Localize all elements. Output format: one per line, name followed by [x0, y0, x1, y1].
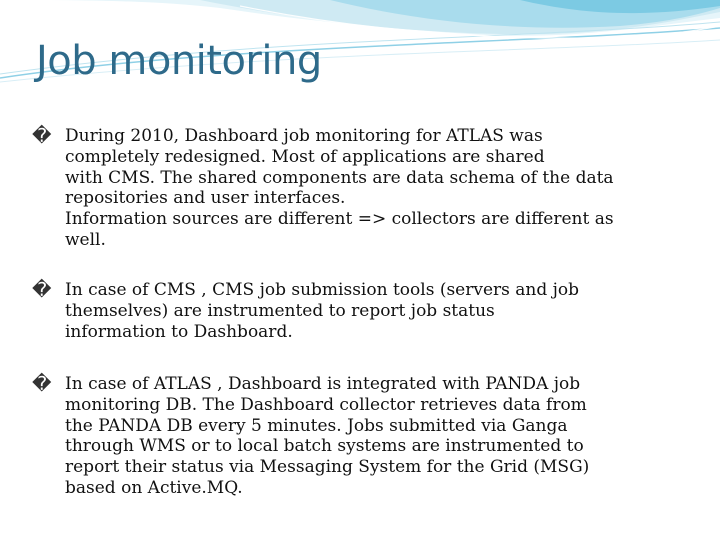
bullet-line: with CMS. The shared components are data schema of the data [65, 167, 614, 188]
bullet-item [32, 280, 694, 342]
bullet-marker-icon: � [32, 125, 52, 147]
bullet-line: During 2010, Dashboard job monitoring for ATLAS was [65, 126, 543, 146]
bullet-text [65, 280, 694, 342]
bullet-marker-icon: � [32, 373, 52, 395]
bullet-line: Information sources are different => collectors are different as [65, 209, 614, 230]
bullet-line: In case of ATLAS , Dashboard is integrated with PANDA job [65, 374, 581, 394]
bullet-line: completely redesigned. Most of applications are shared [65, 146, 545, 167]
bullet-line: report their status via Messaging System for the Grid (MSG) [65, 457, 590, 478]
bullet-line: repositories and user interfaces. [65, 188, 346, 209]
bullet-line: themselves) are instrumented to report job status [65, 300, 495, 321]
bullet-line: well. [65, 229, 106, 250]
bullet-item [32, 374, 694, 499]
bullet-line: monitoring DB. The Dashboard collector retrieves data from [65, 394, 587, 415]
slide-title: Job monitoring [36, 38, 322, 84]
bullet-line: the PANDA DB every 5 minutes. Jobs submitted via Ganga [65, 415, 568, 436]
bullet-marker-icon: � [32, 279, 52, 301]
bullet-item [32, 126, 694, 251]
bullet-line: based on Active.MQ. [65, 477, 243, 498]
bullet-line: through WMS or to local batch systems are instrumented to [65, 436, 584, 457]
bullet-text [65, 126, 694, 251]
bullet-line: In case of CMS , CMS job submission tools (servers and job [65, 280, 580, 300]
bullet-text [65, 374, 694, 499]
bullet-line: information to Dashboard. [65, 321, 293, 342]
